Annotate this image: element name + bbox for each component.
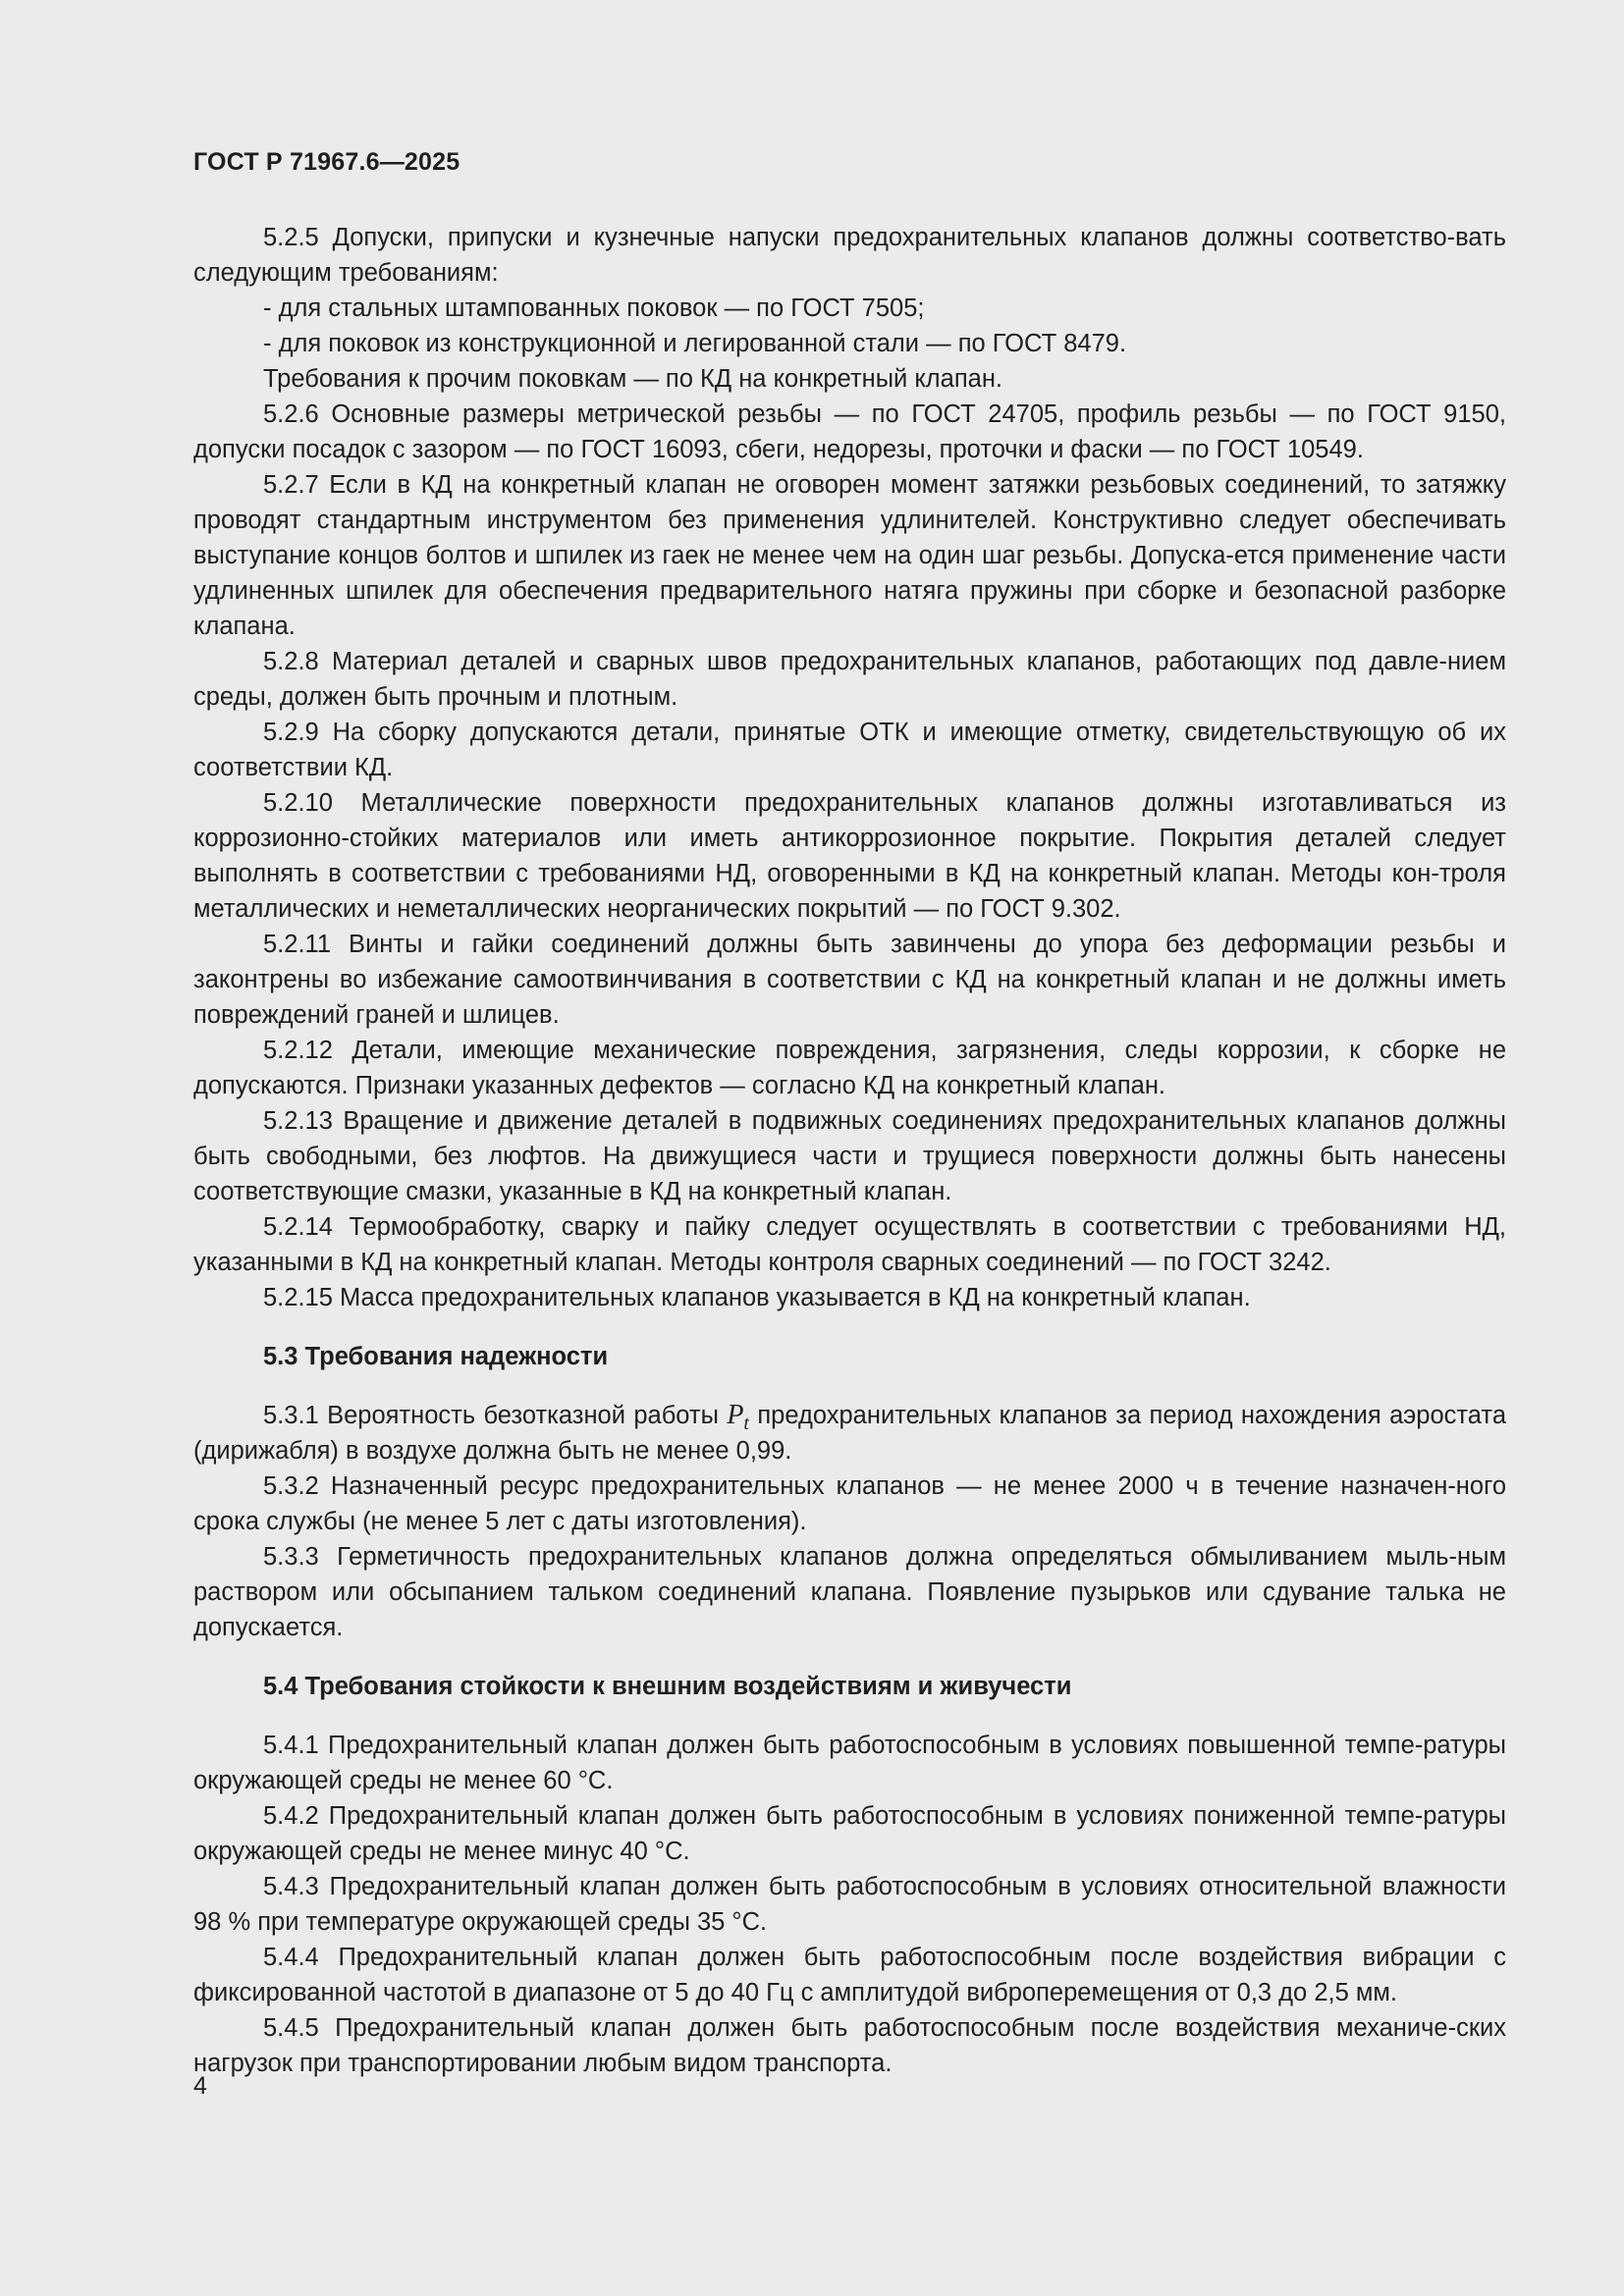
section-heading-5-3: 5.3 Требования надежности: [263, 1343, 609, 1370]
clause-5-2-14: 5.2.14 Термообработку, сварку и пайку следует осуществлять в соответствии с требованиями НД, указанными в КД на конкретный клапан. Методы контроля сварных соединений — по ГОСТ 3242.: [193, 1213, 1506, 1276]
clause-5-2-8: 5.2.8 Материал деталей и сварных швов предохранительных клапанов, работающих под давле-нием среды, должен быть прочным и плотным.: [193, 648, 1506, 711]
clause-5-3-2: 5.3.2 Назначенный ресурс предохранительных клапанов — не менее 2000 ч в течение назначен-ного срока службы (не менее 5 лет с даты изготовления).: [193, 1472, 1506, 1535]
clause-5-3-1-text-before: 5.3.1 Вероятность безотказной работы: [263, 1402, 728, 1429]
reliability-symbol-subscript: t: [743, 1413, 749, 1434]
reliability-symbol-letter: P: [727, 1400, 744, 1430]
clause-5-2-5-note: Требования к прочим поковкам — по КД на конкретный клапан.: [263, 365, 1003, 393]
document-body: [193, 220, 1506, 2081]
clause-5-2-12: 5.2.12 Детали, имеющие механические повреждения, загрязнения, следы коррозии, к сборке не допускаются. Признаки указанных дефектов — согласно КД на конкретный клапан.: [193, 1037, 1506, 1099]
page-number: 4: [193, 2072, 207, 2100]
clause-5-2-5: 5.2.5 Допуски, припуски и кузнечные напуски предохранительных клапанов должны соответство-вать следующим требованиям:: [193, 224, 1506, 287]
clause-5-2-15: 5.2.15 Масса предохранительных клапанов указывается в КД на конкретный клапан.: [263, 1284, 1251, 1311]
document-header: ГОСТ Р 71967.6—2025: [193, 148, 460, 176]
clause-5-4-1: 5.4.1 Предохранительный клапан должен быть работоспособным в условиях повышенной темпе-ратуры окружающей среды не менее 60 °C.: [193, 1732, 1506, 1794]
clause-5-2-5-item-1: - для стальных штампованных поковок — по ГОСТ 7505;: [263, 294, 925, 322]
section-heading-5-4: 5.4 Требования стойкости к внешним воздействиям и живучести: [263, 1673, 1072, 1700]
clause-5-4-5: 5.4.5 Предохранительный клапан должен быть работоспособным после воздействия механиче-ских нагрузок при транспортировании любым видом транспорта.: [193, 2014, 1506, 2077]
document-page: [193, 0, 1506, 2296]
clause-5-2-11: 5.2.11 Винты и гайки соединений должны быть завинчены до упора без деформации резьбы и законтрены во избежание самоотвинчивания в соответствии с КД на конкретный клапан и не должны иметь повреждений граней и шлицев.: [193, 931, 1506, 1029]
clause-5-2-10: 5.2.10 Металлические поверхности предохранительных клапанов должны изготавливаться из коррозионно-стойких материалов или иметь антикоррозионное покрытие. Покрытия деталей следует выполнять в соответствии с требованиями НД, оговоренными в КД на конкретный клапан. Методы кон-троля металлических и неметаллических неорганических покрытий — по ГОСТ 9.302.: [193, 789, 1506, 923]
clause-5-4-4: 5.4.4 Предохранительный клапан должен быть работоспособным после воздействия вибрации с фиксированной частотой в диапазоне от 5 до 40 Гц с амплитудой виброперемещения от 0,3 до 2,5 мм.: [193, 1944, 1506, 2006]
clause-5-4-3: 5.4.3 Предохранительный клапан должен быть работоспособным в условиях относительной влажности 98 % при температуре окружающей среды 35 °C.: [193, 1873, 1506, 1936]
clause-5-3-3: 5.3.3 Герметичность предохранительных клапанов должна определяться обмыливанием мыль-ным раствором или обсыпанием тальком соединений клапана. Появление пузырьков или сдувание талька не допускается.: [193, 1543, 1506, 1641]
clause-5-2-5-item-2: - для поковок из конструкционной и легированной стали — по ГОСТ 8479.: [263, 330, 1127, 357]
clause-5-2-6: 5.2.6 Основные размеры метрической резьбы — по ГОСТ 24705, профиль резьбы — по ГОСТ 9150, допуски посадок с зазором — по ГОСТ 16093, сбеги, недорезы, проточки и фаски — по ГОСТ 10549.: [193, 400, 1506, 463]
reliability-symbol: [727, 1400, 749, 1434]
clause-5-3-1: [193, 1398, 1506, 1468]
clause-5-2-9: 5.2.9 На сборку допускаются детали, принятые ОТК и имеющие отметку, свидетельствующую об их соответствии КД.: [193, 719, 1506, 781]
clause-5-4-2: 5.4.2 Предохранительный клапан должен быть работоспособным в условиях пониженной темпе-ратуры окружающей среды не менее минус 40 °C.: [193, 1802, 1506, 1865]
clause-5-2-13: 5.2.13 Вращение и движение деталей в подвижных соединениях предохранительных клапанов должны быть свободными, без люфтов. На движущиеся части и трущиеся поверхности должны быть нанесены соответствующие смазки, указанные в КД на конкретный клапан.: [193, 1107, 1506, 1205]
clause-5-2-7: 5.2.7 Если в КД на конкретный клапан не оговорен момент затяжки резьбовых соединений, то затяжку проводят стандартным инструментом без применения удлинителей. Конструктивно следует обеспечивать выступание концов болтов и шпилек из гаек не менее чем на один шаг резьбы. Допуска-ется применение части удлиненных шпилек для обеспечения предварительного натяга пружины при сборке и безопасной разборке клапана.: [193, 471, 1506, 640]
clause-5-3-1-text-after: предохранительных клапанов за период нахождения аэростата (дирижабля) в воздухе должна быть не менее 0,99.: [193, 1402, 1506, 1465]
